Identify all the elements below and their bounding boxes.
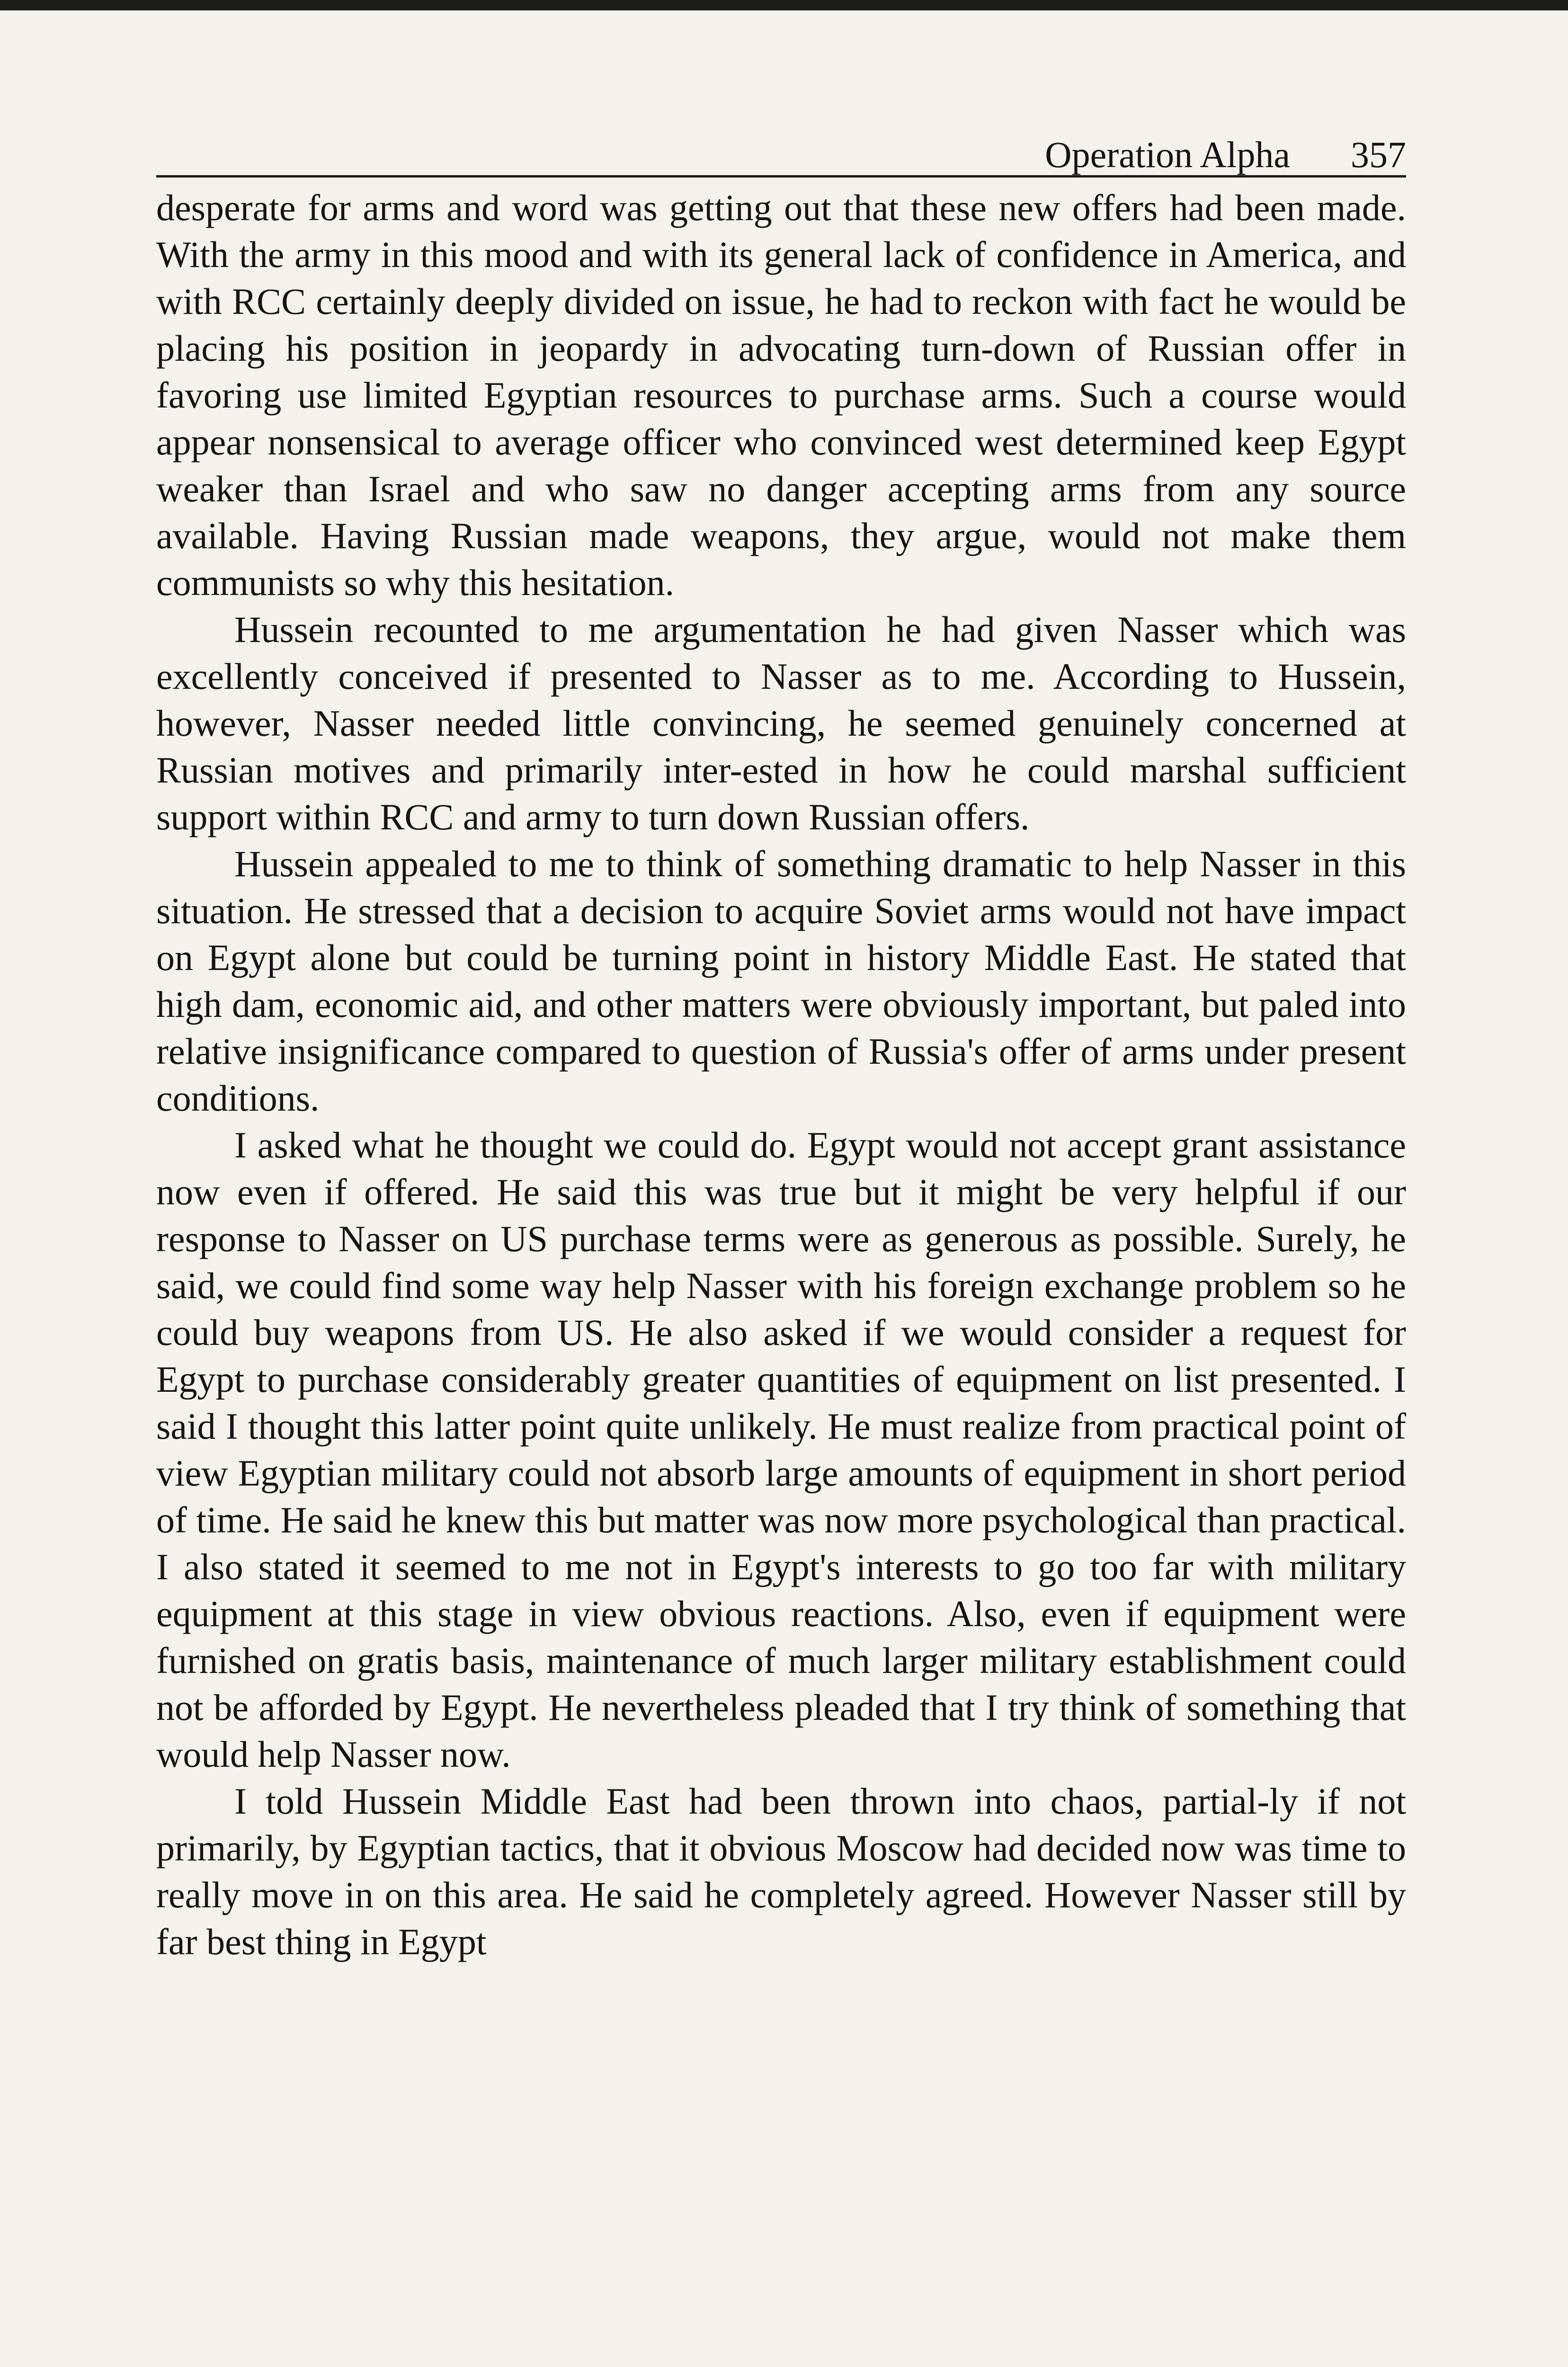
- book-page: [156, 118, 1406, 1965]
- body-text: [156, 184, 1406, 1965]
- paragraph-continued: desperate for arms and word was getting out that these new offers had been made. With the army in this mood and with its general lack of confidence in America, and with RCC certainly deeply divided on issue, he had to reckon with fact he would be placing his position in jeopardy in advocating turn-down of Russian offer in favoring use limited Egyptian resources to purchase arms. Such a course would appear nonsensical to average officer who convinced west determined keep Egypt weaker than Israel and who saw no danger accepting arms from any source available. Having Russian made weapons, they argue, would not make them communists so why this hesitation.: [156, 187, 1406, 603]
- paragraph: I asked what he thought we could do. Egypt would not accept grant assistance now even if offered. He said this was true but it might be very helpful if our response to Nasser on US purchase terms were as generous as possible. Surely, he said, we could find some way help Nasser with his foreign exchange problem so he could buy weapons from US. He also asked if we would consider a request for Egypt to purchase considerably greater quantities of equipment on list presented. I said I thought this latter point quite unlikely. He must realize from practical point of view Egyptian military could not absorb large amounts of equipment in short period of time. He said he knew this but matter was now more psychological than practical. I also stated it seemed to me not in Egypt's interests to go too far with military equipment at this stage in view obvious reactions. Also, even if equipment were furnished on gratis basis, maintenance of much larger military establishment could not be afforded by Egypt. He nevertheless pleaded that I try think of something that would help Nasser now.: [156, 1124, 1406, 1775]
- paragraph: Hussein appealed to me to think of something dramatic to help Nasser in this situation. He stressed that a decision to acquire Soviet arms would not have impact on Egypt alone but could be turning point in history Middle East. He stated that high dam, economic aid, and other matters were obviously important, but paled into relative insignificance compared to question of Russia's offer of arms under present conditions.: [156, 843, 1406, 1119]
- running-head: [156, 118, 1406, 178]
- paragraph: Hussein recounted to me argumentation he had given Nasser which was excellently conceived if presented to Nasser as to me. According to Hussein, however, Nasser needed little convincing, he seemed genuinely concerned at Russian motives and primarily inter-ested in how he could marshal sufficient support within RCC and army to turn down Russian offers.: [156, 609, 1406, 837]
- scan-edge: [0, 0, 1568, 10]
- paragraph: I told Hussein Middle East had been thrown into chaos, partial-ly if not primarily, by Egyptian tactics, that it obvious Moscow had decided now was time to really move in on this area. He said he completely agreed. However Nasser still by far best thing in Egypt: [156, 1780, 1406, 1962]
- page-number: 357: [1351, 134, 1406, 175]
- running-title: Operation Alpha: [1045, 134, 1290, 175]
